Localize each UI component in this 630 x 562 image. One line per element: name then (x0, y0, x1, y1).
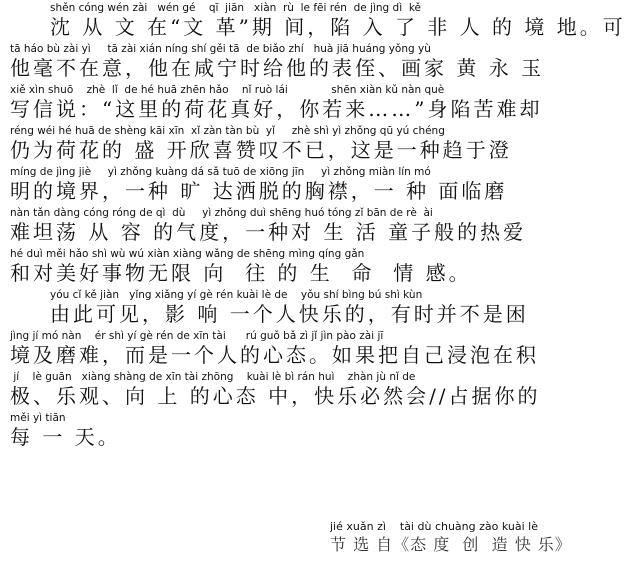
hanzi-row: 他毫不在意，他在咸宁时给他的表侄、画家 黄 永 玉 (10, 56, 545, 80)
pinyin-row: tā háo bù zài yì tā zài xián níng shí gěi tā de biǎo zhí huà jiā huáng yǒng yù (10, 43, 431, 55)
hanzi-row: 难坦荡 从 容 的气度，一种对 生 活 童子般的热爱 (10, 220, 527, 244)
text-line-10 (10, 371, 624, 411)
pinyin-row: míng de jìng jiè yì zhǒng kuàng dá sǎ tuō de xiōng jīn yì zhǒng miàn lín mó (10, 166, 431, 178)
pinyin-row: yóu cǐ kě jiàn yǐng xiǎng yí gè rén kuài lè de yǒu shí bìng bú shì kùn (50, 289, 423, 301)
hanzi-row: 明的境界，一种 旷 达洒脱的胸襟，一 种 面临磨 (10, 179, 508, 203)
text-line-5 (10, 166, 624, 206)
source-credit (330, 520, 624, 560)
text-line-4 (10, 125, 624, 165)
pinyin-row: réng wéi hé huā de shèng kāi xīn xǐ zàn tàn bù yǐ zhè shì yì zhǒng qū yú chéng (10, 125, 445, 137)
pinyin-row: měi yì tiān (10, 412, 66, 424)
hanzi-row: 仍为荷花的 盛 开欣喜赞叹不已，这是一种趋于澄 (10, 138, 512, 162)
text-line-3 (10, 84, 624, 124)
hanzi-row: 写信说：“这里的荷花真好，你若来……”身陷苦难却 (10, 97, 543, 121)
pinyin-row: hé duì měi hǎo shì wù wú xiàn xiàng wǎng de shēng mìng qíng gǎn (10, 248, 365, 260)
text-line-1 (50, 2, 624, 42)
text-line-9 (10, 330, 624, 370)
text-line-2 (10, 43, 624, 83)
text-line-8 (50, 289, 624, 329)
pinyin-row: nàn tǎn dàng cóng róng de qì dù yì zhǒng duì shēng huó tóng zǐ bān de rè ài (10, 207, 433, 219)
credit-pinyin: jié xuǎn zì tài dù chuàng zào kuài lè (330, 520, 538, 533)
pinyin-row: xiě xìn shuō zhè lǐ de hé huā zhēn hǎo nǐ ruò lái shēn xiàn kǔ nàn què (10, 84, 445, 96)
credit-hanzi: 节 选 自《态 度 创 造 快 乐》 (330, 535, 572, 554)
pinyin-row: shěn cóng wén zài wén gé qī jiān xiàn rù le fēi rén de jìng dì kě (50, 2, 421, 14)
text-line-7 (10, 248, 624, 288)
hanzi-row: 每 一 天。 (10, 425, 121, 449)
hanzi-row: 沈 从 文 在“文 革”期 间，陷 入 了 非 人 的 境 地。可 (50, 15, 626, 39)
hanzi-row: 和对美好事物无限 向 往 的 生 命 情 感。 (10, 261, 472, 285)
hanzi-row: 由此可见，影 响 一个人快乐的，有时并不是困 (50, 302, 529, 326)
pinyin-row: jí lè guān xiàng shàng de xīn tài zhōng kuài lè bì rán huì zhàn jù nǐ de (10, 371, 416, 383)
text-line-11 (10, 412, 624, 452)
hanzi-row: 境及磨难，而是一个人的心态。如果把自己浸泡在积 (10, 343, 539, 367)
text-line-6 (10, 207, 624, 247)
pinyin-row: jìng jí mó nàn ér shì yí gè rén de xīn tài rú guǒ bǎ zì jǐ jìn pào zài jī (10, 330, 384, 342)
hanzi-row: 极、乐观、向 上 的心态 中，快乐必然会//占据你的 (10, 384, 541, 408)
